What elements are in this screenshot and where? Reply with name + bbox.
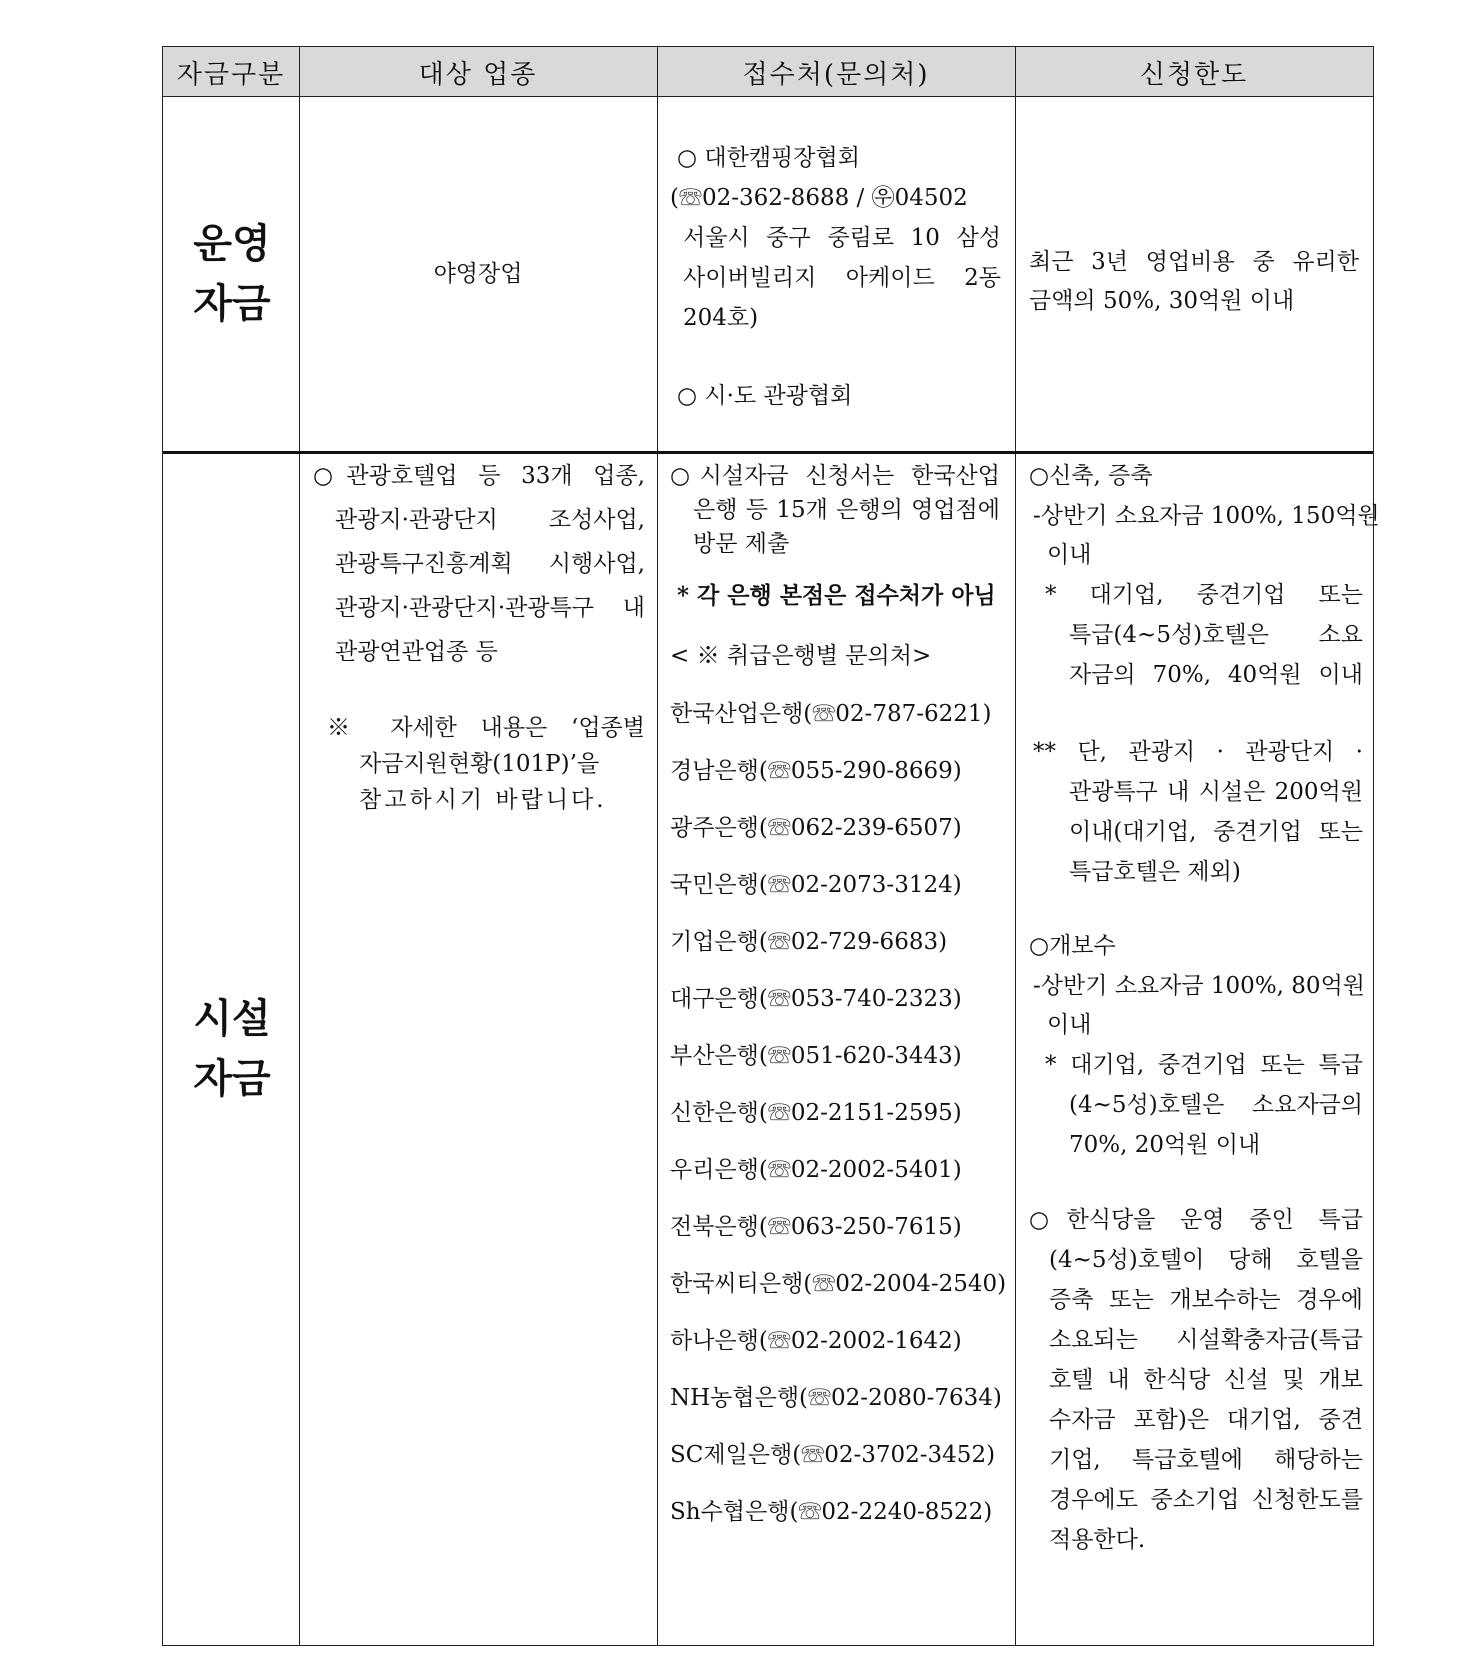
industry-line: 관광연관업종 등 [335,639,498,665]
header-contact: 접수처(문의처) [742,59,930,90]
industry-note-line: ※ 자세한 내용은 ‘업종별 [327,715,645,741]
category-line: 운영 [193,220,271,267]
limit-line: 특급호텔은 제외) [1069,859,1241,885]
limit-line: 최근 3년 영업비용 중 유리한 [1029,249,1359,275]
limit-line: -상반기 소요자금 100%, 150억원 [1033,503,1380,529]
bank-contact: 경남은행(☏055-290-8669) [670,758,962,784]
contact-warning: * 각 은행 본점은 접수처가 아님 [677,582,996,609]
industry-note-line: 참고하시기 바랍니다. [359,787,607,813]
contact-line: 사이버빌리지 아케이드 2동 [683,265,1001,291]
contact-line: (☏02-362-8688 / ㉾04502 [670,185,968,211]
limit-line: (4~5성)호텔은 소요자금의 [1069,1092,1363,1118]
limit-line: -상반기 소요자금 100%, 80억원 [1033,973,1365,999]
column-divider [657,47,658,1645]
limit-line: 자금의 70%, 40억원 이내 [1069,662,1363,688]
limit-line: 기업, 특급호텔에 해당하는 [1049,1447,1363,1473]
limit-line: 수자금 포함)은 대기업, 중견 [1049,1407,1363,1433]
limit-line: 이내 [1047,1012,1092,1038]
bank-contact: 우리은행(☏02-2002-5401) [670,1157,962,1183]
contact-intro-line: ○시설자금 신청서는 한국산업 [670,463,1000,489]
row-divider [163,451,1373,454]
industry-line: 관광지·관광단지 조성사업, [335,507,645,533]
category-operating-fund [163,97,301,451]
funding-table [162,46,1380,1646]
contact-line: 204호) [683,305,759,331]
industry-line: 관광특구진흥계획 시행사업, [335,551,645,577]
limit-line: 호텔 내 한식당 신설 및 개보 [1049,1367,1363,1393]
contact-intro-line: 은행 등 15개 은행의 영업점에 [693,497,1000,523]
category-line: 시설 [193,995,271,1042]
limit-line: 70%, 20억원 이내 [1069,1132,1261,1158]
bank-contact: 신한은행(☏02-2151-2595) [670,1100,962,1126]
banks-title: < ※ 취급은행별 문의처> [670,643,932,669]
column-divider [1015,47,1016,1645]
industry-cell: 야영장업 [433,260,523,287]
industry-line: 관광지·관광단지·관광특구 내 [335,595,645,621]
bank-contact: Sh수협은행(☏02-2240-8522) [670,1499,993,1525]
limit-line: ○신축, 증축 [1029,463,1153,489]
category-line: 자금 [193,1055,271,1102]
limit-line: (4~5성)호텔이 당해 호텔을 [1049,1247,1363,1273]
bank-contact: NH농협은행(☏02-2080-7634) [670,1385,1002,1411]
limit-line: 관광특구 내 시설은 200억원 [1069,779,1363,805]
bank-contact: 기업은행(☏02-729-6683) [670,929,948,955]
bank-contact: SC제일은행(☏02-3702-3452) [670,1442,996,1468]
header-industry: 대상 업종 [418,59,538,90]
limit-line: 적용한다. [1049,1527,1146,1553]
contact-line: ○ 시·도 관광협회 [677,383,853,409]
contact-line: ○ 대한캠핑장협회 [677,145,860,171]
bank-contact: 전북은행(☏063-250-7615) [670,1214,962,1240]
contact-intro-line: 방문 제출 [693,531,790,557]
limit-line: 경우에도 중소기업 신청한도를 [1049,1487,1363,1513]
limit-line: 이내(대기업, 중견기업 또는 [1069,819,1363,845]
category-line: 자금 [193,280,271,327]
bank-contact: 광주은행(☏062-239-6507) [670,815,962,841]
limit-line: 이내 [1047,542,1092,568]
limit-line: * 대기업, 중견기업 또는 [1045,582,1363,608]
limit-line: ** 단, 관광지 · 관광단지 · [1033,739,1363,765]
contact-line: 서울시 중구 중림로 10 삼성 [683,225,1001,251]
limit-line: 특급(4~5성)호텔은 소요 [1069,622,1363,648]
category-facility-fund [163,451,301,1647]
industry-line: ○관광호텔업 등 33개 업종, [313,463,645,489]
bank-contact: 한국씨티은행(☏02-2004-2540) [670,1271,1007,1297]
bank-contact: 부산은행(☏051-620-3443) [670,1043,962,1069]
limit-line: 금액의 50%, 30억원 이내 [1029,288,1295,314]
bank-contact: 대구은행(☏053-740-2323) [670,986,962,1012]
bank-contact: 한국산업은행(☏02-787-6221) [670,701,992,727]
limit-line: 증축 또는 개보수하는 경우에 [1049,1287,1363,1313]
limit-line: * 대기업, 중견기업 또는 특급 [1045,1052,1363,1078]
limit-line: ○한식당을 운영 중인 특급 [1029,1207,1363,1233]
header-limit: 신청한도 [1139,59,1249,90]
bank-contact: 국민은행(☏02-2073-3124) [670,872,962,898]
limit-line: 소요되는 시설확충자금(특급 [1049,1327,1363,1353]
limit-line: ○개보수 [1029,933,1116,959]
industry-note-line: 자금지원현황(101P)’을 [359,751,600,777]
bank-contact: 하나은행(☏02-2002-1642) [670,1328,962,1354]
header-category: 자금구분 [176,59,286,90]
